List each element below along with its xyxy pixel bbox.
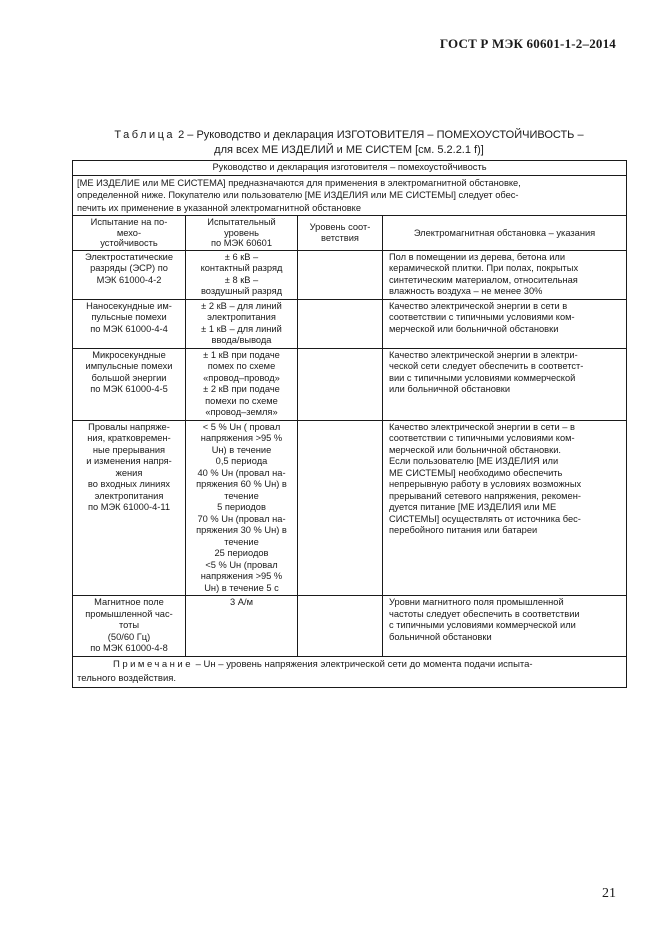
header-test-line: мехо- xyxy=(116,227,142,238)
cell-test-line: по МЭК 61000-4-4 xyxy=(90,323,168,334)
table-header-row xyxy=(73,216,627,251)
intro-line: определенной ниже. Покупателю или пользователю [МЕ ИЗДЕЛИЯ или МЕ СИСТЕМЫ] следует обес- xyxy=(77,190,519,200)
cell-level-line: 40 % Uн (провал на- xyxy=(197,467,286,478)
cell-test-line: и изменения напря- xyxy=(86,456,172,466)
cell-environment-line: мерческой или больничной обстановки. xyxy=(389,444,561,455)
table-intro-row xyxy=(73,175,627,216)
cell-environment-line: вии с типичными условиями коммерческой xyxy=(389,372,576,383)
cell-environment-line: частоты следует обеспечить в соответствии xyxy=(389,608,580,619)
cell-level-line: Uн) в течение 5 с xyxy=(204,582,279,593)
cell-test-line: Провалы напряже- xyxy=(88,421,170,432)
cell-level-line: помех по схеме xyxy=(207,361,276,371)
table-row xyxy=(73,348,627,420)
cell-test-line: большой энергии xyxy=(91,372,167,383)
cell-environment-line: прерываний сетевого напряжения, рекомен- xyxy=(389,490,581,501)
caption-word: Таблица xyxy=(114,129,176,141)
table-row xyxy=(73,596,627,657)
cell-test-line: электропитания xyxy=(94,490,164,501)
cell-test xyxy=(73,596,186,657)
cell-environment-line: Уровни магнитного поля промышленной xyxy=(389,597,564,607)
cell-test-line: промышленной час- xyxy=(85,608,173,619)
cell-environment-line: керамической плитки. При полах, покрытых xyxy=(389,263,579,273)
cell-level xyxy=(186,348,298,420)
cell-level-line: «провод–земля» xyxy=(205,407,278,417)
cell-environment-line: Качество электрической энергии в сети – в xyxy=(389,421,575,432)
cell-environment-line: дуется питание [МЕ ИЗДЕЛИЯ или МЕ xyxy=(389,502,557,512)
cell-level-line: 70 % Uн (провал на- xyxy=(197,513,286,524)
cell-level-line: течение xyxy=(224,536,259,547)
cell-environment-line: Пол в помещении из дерева, бетона или xyxy=(389,251,566,262)
cell-level xyxy=(186,596,298,657)
cell-level-line: напряжения >95 % xyxy=(200,571,283,581)
cell-environment-line: соответствии с типичными условиями ком- xyxy=(389,433,575,443)
cell-level-line: 0,5 периода xyxy=(215,456,268,466)
table-row xyxy=(73,420,627,596)
note-label: Примечание xyxy=(113,658,193,670)
cell-test-line: Наносекундные им- xyxy=(86,300,172,311)
header-level-line: по МЭК 60601 xyxy=(210,238,273,248)
immunity-table xyxy=(72,160,627,688)
header-level xyxy=(186,216,298,251)
cell-test-line: МЭК 61000-4-2 xyxy=(96,274,162,285)
cell-test-line: импульсные помехи xyxy=(85,361,173,371)
cell-test-line: по МЭК 61000-4-5 xyxy=(90,384,168,394)
cell-compliance xyxy=(298,420,383,596)
cell-environment-line: больничной обстановки xyxy=(389,631,492,642)
cell-environment-line: синтетическим материалом, относительная xyxy=(389,274,578,285)
table-top-row xyxy=(73,161,627,176)
header-level-line: Испытательный xyxy=(207,217,276,227)
cell-test-line: ные прерывания xyxy=(92,444,166,455)
cell-environment-line: с типичными условиями коммерческой или xyxy=(389,620,576,630)
cell-environment xyxy=(383,299,627,348)
cell-environment-line: МЕ СИСТЕМЫ] необходимо обеспечить xyxy=(389,467,563,478)
table-row xyxy=(73,250,627,299)
header-environment: Электромагнитная обстановка – указания xyxy=(383,216,627,251)
cell-test-line: ния, кратковремен- xyxy=(87,433,171,443)
cell-environment xyxy=(383,250,627,299)
header-compliance xyxy=(298,216,383,251)
cell-test xyxy=(73,250,186,299)
cell-level-line: ± 2 кВ – для линий xyxy=(201,300,282,311)
cell-level xyxy=(186,250,298,299)
cell-level-line: ± 8 кВ – xyxy=(224,274,259,285)
cell-level-line: электропитания xyxy=(207,312,276,322)
cell-environment-line: Если пользователю [МЕ ИЗДЕЛИЯ или xyxy=(389,456,559,466)
table-row xyxy=(73,299,627,348)
cell-test-line: разряды (ЭСР) по xyxy=(90,263,168,273)
cell-environment xyxy=(383,596,627,657)
cell-level-line: воздушный разряд xyxy=(200,286,283,296)
cell-level xyxy=(186,420,298,596)
header-compliance-line: ветствия xyxy=(321,232,359,243)
table-note xyxy=(73,656,627,687)
cell-compliance xyxy=(298,250,383,299)
cell-level-line: Uн) в течение xyxy=(211,444,272,455)
cell-environment-line: или больничной обстановки xyxy=(389,384,511,394)
cell-level-line: ± 2 кВ при подаче xyxy=(203,384,280,394)
cell-level-line: «провод–провод» xyxy=(203,372,280,383)
standard-header: ГОСТ Р МЭК 60601-1-2–2014 xyxy=(439,36,616,51)
table-caption xyxy=(66,128,632,158)
cell-level-line: ввода/вывода xyxy=(211,335,272,345)
cell-test-line: во входных линиях xyxy=(87,479,171,489)
cell-level-line: ± 6 кВ – xyxy=(224,251,259,262)
header-level-line: уровень xyxy=(224,227,259,238)
cell-test-line: Микросекундные xyxy=(92,349,166,360)
cell-test-line: тоты xyxy=(118,620,140,630)
cell-level-line: 3 А/м xyxy=(230,597,253,607)
header-test-line: Испытание на по- xyxy=(90,217,168,227)
page-number: 21 xyxy=(602,886,616,901)
cell-test xyxy=(73,299,186,348)
cell-environment xyxy=(383,420,627,596)
table-note-row xyxy=(73,656,627,687)
cell-environment-line: ческой сети следует обеспечить в соответст- xyxy=(389,361,584,371)
cell-environment-line: СИСТЕМЫ] осуществлять от источника бес- xyxy=(389,513,581,524)
cell-level-line: ± 1 кВ при подаче xyxy=(203,349,280,360)
cell-test-line: Электростатические xyxy=(84,251,174,262)
cell-level-line: ± 1 кВ – для линий xyxy=(201,323,282,334)
cell-environment-line: влажность воздуха – не менее 30% xyxy=(389,286,543,296)
caption-line-1 xyxy=(66,128,632,143)
cell-test-line: по МЭК 61000-4-11 xyxy=(87,502,171,512)
cell-test-line: пульсные помехи xyxy=(91,312,167,322)
intro-line: печить их применение в указанной электромагнитной обстановке xyxy=(77,202,362,213)
cell-test xyxy=(73,348,186,420)
caption-title: 2 – Руководство и декларация ИЗГОТОВИТЕЛЯ – ПОМЕХОУСТОЙЧИВОСТЬ – xyxy=(175,129,584,141)
cell-test xyxy=(73,420,186,596)
table-intro xyxy=(73,175,627,216)
cell-test-line: по МЭК 61000-4-8 xyxy=(90,643,168,653)
cell-compliance xyxy=(298,299,383,348)
cell-level-line: 25 периодов xyxy=(214,548,269,558)
header-test-line: устойчивость xyxy=(100,238,158,248)
note-line-1 xyxy=(77,658,622,672)
cell-compliance xyxy=(298,348,383,420)
cell-environment-line: Качество электрической энергии в электри- xyxy=(389,349,578,360)
cell-test-line: (50/60 Гц) xyxy=(107,631,151,642)
cell-test-line: Магнитное поле xyxy=(94,597,164,607)
intro-line: [МЕ ИЗДЕЛИЕ или МЕ СИСТЕМА] предназначаются для применения в электромагнитной обстановке, xyxy=(77,177,521,188)
note-line-2: тельного воздействия. xyxy=(77,672,177,684)
cell-environment-line: соответствии с типичными условиями ком- xyxy=(389,312,575,322)
cell-environment-line: Качество электрической энергии в сети в xyxy=(389,300,568,311)
cell-environment-line: непрерывную работу в условиях возможных xyxy=(389,479,582,489)
cell-level-line: контактный разряд xyxy=(200,263,283,273)
cell-level-line: течение xyxy=(224,490,259,501)
cell-test-line: жения xyxy=(115,467,143,478)
cell-environment-line: мерческой или больничной обстановки xyxy=(389,323,559,334)
cell-level-line: <5 % Uн (провал xyxy=(205,559,278,570)
cell-environment xyxy=(383,348,627,420)
table-top-heading: Руководство и декларация изготовителя – помехоустойчивость xyxy=(73,161,627,176)
cell-level-line: помехи по схеме xyxy=(205,395,278,406)
header-compliance-line: Уровень соот- xyxy=(309,222,371,233)
cell-level-line: пряжения 30 % Uн) в xyxy=(196,525,287,535)
cell-level xyxy=(186,299,298,348)
cell-level-line: < 5 % Uн ( провал xyxy=(202,421,281,432)
header-test xyxy=(73,216,186,251)
note-text: – Uн – уровень напряжения электрической сети до момента подачи испыта- xyxy=(193,658,533,670)
cell-level-line: пряжения 60 % Uн) в xyxy=(196,479,287,489)
cell-compliance xyxy=(298,596,383,657)
cell-level-line: 5 периодов xyxy=(217,502,266,512)
caption-line-2: для всех МЕ ИЗДЕЛИЙ и МЕ СИСТЕМ [см. 5.2.2.1 f)] xyxy=(214,144,484,156)
cell-level-line: напряжения >95 % xyxy=(200,433,283,443)
cell-environment-line: перебойного питания или батареи xyxy=(389,525,538,535)
